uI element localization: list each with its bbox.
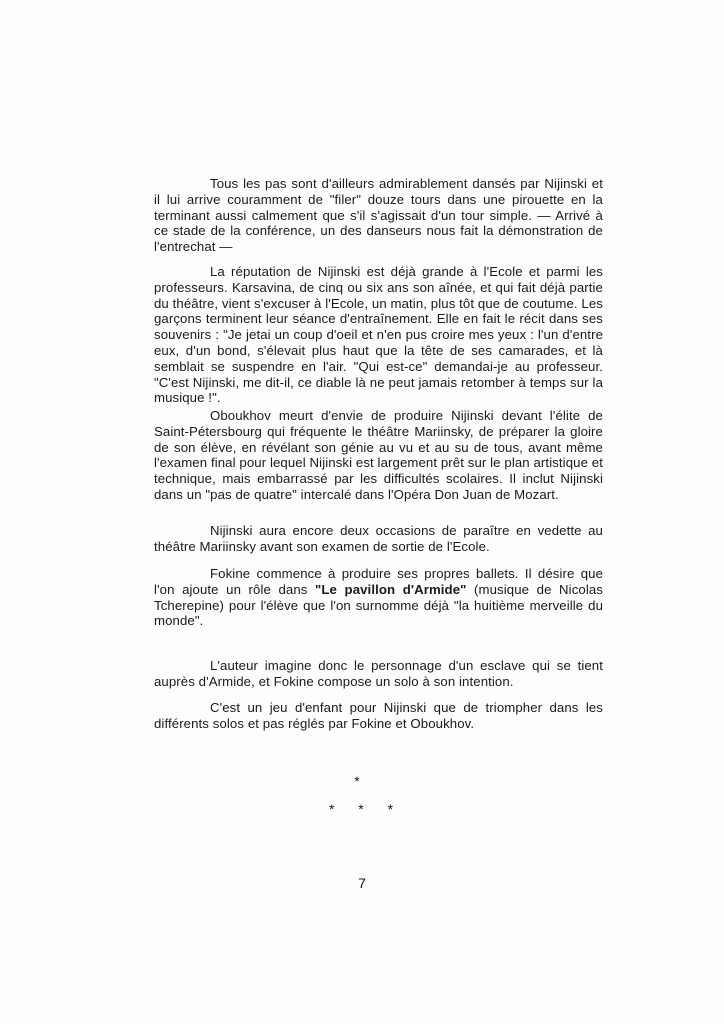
paragraph-4 <box>154 523 603 555</box>
ballet-title: "Le pavillon d'Armide" <box>315 581 467 597</box>
section-separator-single: * <box>354 773 370 789</box>
paragraph-3 <box>154 408 603 503</box>
paragraph-1 <box>154 176 603 255</box>
paragraph-1-text: Tous les pas sont d'ailleurs admirablement dansés par Nijinski et il lui arrive couramment de "filer" douze tours dans une pirouette en la terminant aussi calmement que s'il s'agissait d'un tour simple. — Arrivé à ce stade de la conférence, un des danseurs nous fait la démonstration de l'entrechat — <box>154 176 603 255</box>
paragraph-5-text <box>154 566 603 629</box>
paragraph-3-text: Oboukhov meurt d'envie de produire Nijinski devant l'élite de Saint-Pétersbourg qui fréquente le théâtre Mariinsky, de préparer la gloire de son élève, en révélant son génie au vu et au su de tous, avant même l'examen final pour lequel Nijinski est largement prêt sur le plan artistique et technique, mais embarrassé par les difficultés scolaires. Il inclut Nijinski dans un "pas de quatre" intercalé dans l'Opéra Don Juan de Mozart. <box>154 408 603 502</box>
paragraph-7 <box>154 700 603 732</box>
page-number: 7 <box>358 875 366 891</box>
paragraph-6-text: L'auteur imagine donc le personnage d'un esclave qui se tient auprès d'Armide, et Fokine compose un solo à son intention. <box>154 658 603 689</box>
paragraph-5-text-end: (musique de Nicolas Tcherepine) pour l'élève que l'on surnomme déjà "la huitième merveille du monde". <box>154 581 603 629</box>
paragraph-5-text-start: Fokine commence à produire ses propres ballets. Il désire que l'on ajoute un rôle dans <box>154 566 603 597</box>
paragraph-2 <box>154 264 603 406</box>
paragraph-2-text: La réputation de Nijinski est déjà grande à l'Ecole et parmi les professeurs. Karsavina, de cinq ou six ans son aînée, et qui fait déjà partie du théâtre, vient s'excuser à l'Ecole, un matin, plus tôt que de coutume. Les garçons terminent leur séance d'entraînement. Elle en fait le récit dans ses souvenirs : "Je jetai un coup d'oeil et n'en pus croire mes yeux : l'un d'entre eux, d'un bond, s'élevait plus haut que la tête de ses camarades, et là semblait se suspendre en l'air. "Qui est-ce" demandai-je au professeur. "C'est Nijinski, me dit-il, ce diable là ne peut jamais retomber à temps sur la musique !". <box>154 264 603 406</box>
paragraph-6 <box>154 658 603 690</box>
paragraph-7-text: C'est un jeu d'enfant pour Nijinski que de triompher dans les différents solos et pas réglés par Fokine et Oboukhov. <box>154 700 603 731</box>
section-separator-triple: * * * <box>328 801 404 817</box>
paragraph-4-text: Nijinski aura encore deux occasions de paraître en vedette au théâtre Mariinsky avant son examen de sortie de l'Ecole. <box>154 523 603 554</box>
paragraph-5 <box>154 566 603 629</box>
